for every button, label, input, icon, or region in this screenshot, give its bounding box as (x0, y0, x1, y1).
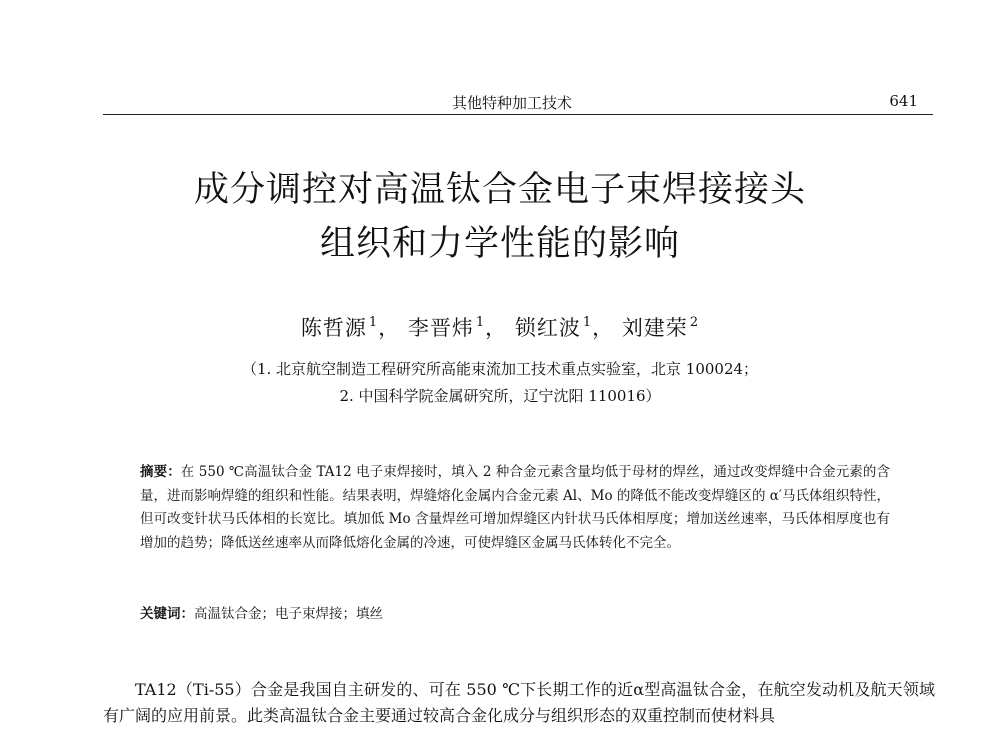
author-affiliation-mark: 1 (582, 315, 593, 330)
abstract-text: 在 550 ℃高温钛合金 TA12 电子束焊接时，填入 2 种合金元素含量均低于母材的焊丝，通过改变焊缝中合金元素的含量，进而影响焊缝的组织和性能。结果表明，焊缝熔化金属内合金元素 Al、Mo 的降低不能改变焊缝区的 α′马氏体组织特性，但可改变针状马氏体相的长宽比。填加低 Mo 含量焊丝可增加焊缝区内针状马氏体相厚度；增加送丝速率，马氏体相厚度也有增加的趋势；降低送丝速率从而降低熔化金属的冷速，可使焊缝区金属马氏体转化不完全。 (140, 464, 891, 551)
running-header: 其他特种加工技术 (452, 94, 573, 112)
author-affiliation-mark: 2 (689, 315, 700, 330)
author-list: 陈哲源 $^1$， 李晋炜 $^1$， 锁红波 $^1$， 刘建荣 $^2$ (300, 315, 700, 340)
abstract-label: 摘要： (140, 464, 181, 480)
author-affiliation-mark: 1 (368, 315, 379, 330)
author-affiliation-mark: 1 (475, 315, 486, 330)
author-name: 陈哲源 (300, 316, 367, 340)
keywords (140, 602, 383, 622)
affiliation-line-2: 2. 中国科学院金属研究所，辽宁沈阳 110016） (339, 387, 661, 405)
keywords-label: 关键词： (140, 606, 194, 622)
paper-title-line-2: 组织和力学性能的影响 (319, 224, 680, 264)
abstract (140, 461, 890, 555)
author-name: 锁红波 (514, 316, 581, 340)
affiliation-line-1: （1. 北京航空制造工程研究所高能束流加工技术重点实验室，北京 100024； (241, 360, 759, 378)
page-number: 641 (889, 92, 918, 110)
keywords-text: 高温钛合金；电子束焊接；填丝 (194, 606, 383, 622)
header-rule (103, 114, 933, 115)
paper-title-line-1: 成分调控对高温钛合金电子束焊接接头 (193, 170, 806, 210)
body-paragraph: TA12（Ti-55）合金是我国自主研发的、可在 550 ℃下长期工作的近α型高温钛合金，在航空发动机及航天领域有广阔的应用前景。此类高温钛合金主要通过较高合金化成分与组织形态的双重控制而使材料具 (103, 680, 935, 725)
author-name: 刘建荣 (621, 316, 688, 340)
author-name: 李晋炜 (407, 316, 474, 340)
